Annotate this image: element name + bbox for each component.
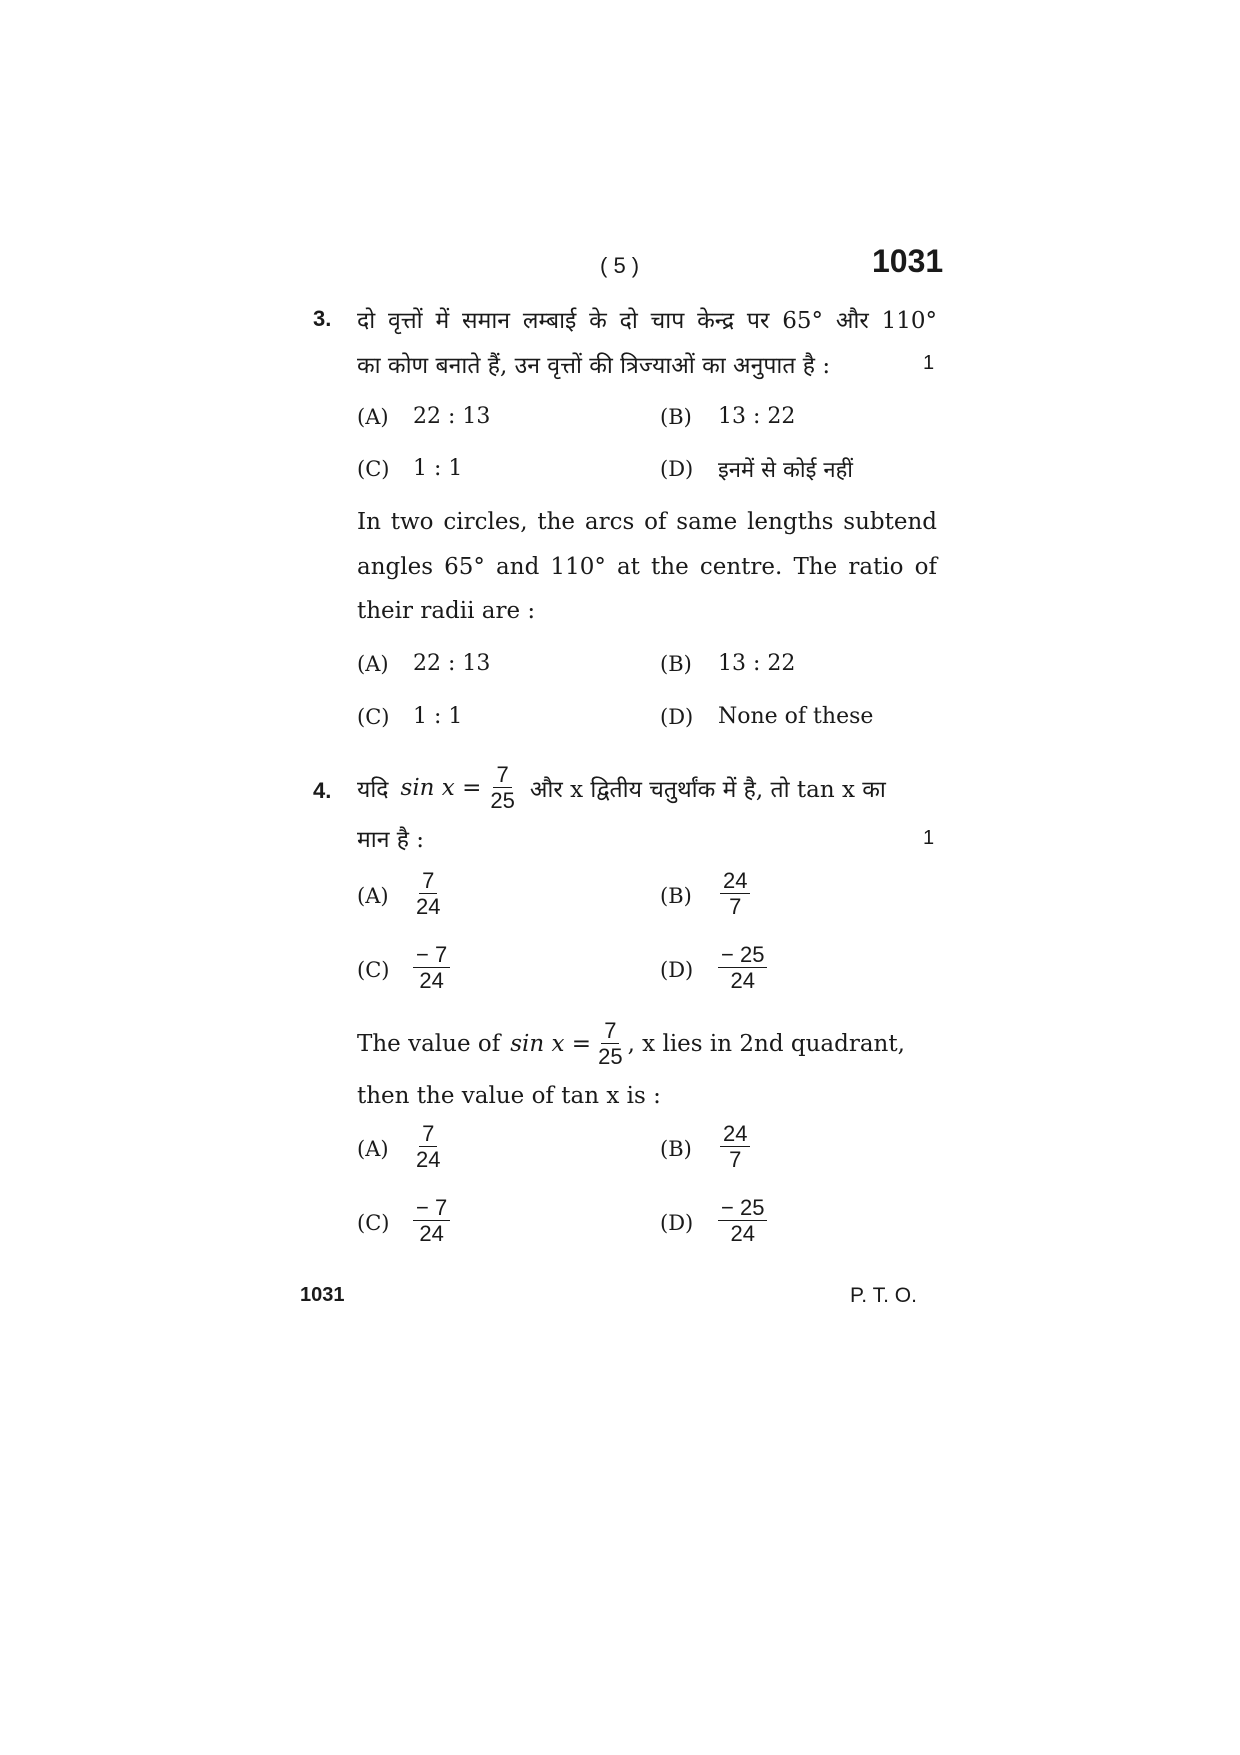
q3-english-option-a-label: (A) [357,652,389,676]
q3-english-option-c: 1 : 1 [413,704,463,729]
q4-english-option-a[interactable] [413,1121,443,1173]
question-3-marks: 1 [923,352,935,374]
q4-hindi-option-d-numerator: − 25 [718,942,767,968]
q4-english-option-a-label: (A) [357,1137,389,1161]
q4-hindi-option-a-label: (A) [357,884,389,908]
question-3-english-line-1: In two circles, the arcs of same lengths subtend [357,509,937,535]
q4-hindi-option-a[interactable] [413,868,443,920]
q3-hindi-option-c-label: (C) [357,457,390,481]
q4-english-option-c-numerator: − 7 [413,1195,450,1221]
q3-hindi-option-b-label: (B) [660,405,692,429]
q4-english-suffix: , x lies in 2nd quadrant, [627,1030,905,1057]
q3-english-option-d-label: (D) [660,705,694,729]
paper-code-footer: 1031 [300,1284,345,1306]
q3-english-option-d: None of these [718,704,874,729]
q4-english-option-d[interactable] [718,1195,767,1247]
q3-hindi-option-a-label: (A) [357,405,389,429]
q3-english-option-a: 22 : 13 [413,651,491,676]
q4-hindi-option-c-numerator: − 7 [413,942,450,968]
q4-english-option-c-denominator: 24 [419,1221,444,1247]
q3-hindi-option-c: 1 : 1 [413,456,463,481]
paper-code-header: 1031 [872,243,944,279]
q4-hindi-option-d-denominator: 24 [730,968,755,994]
q4-hindi-option-a-numerator: 7 [419,868,437,894]
q4-hindi-option-c-denominator: 24 [419,968,444,994]
question-4-number: 4. [313,778,332,803]
question-4-hindi-line-1 [357,762,939,814]
question-3-number: 3. [313,306,332,331]
q4-english-option-c-label: (C) [357,1211,390,1235]
question-4-english-line-1 [357,1018,939,1070]
question-3-english-line-2: angles 65° and 110° at the centre. The ratio of [357,554,937,580]
question-3-hindi-line-1: दो वृत्तों में समान लम्बाई के दो चाप केन्द्र पर 65° और 110° [357,308,937,334]
q4-english-option-a-numerator: 7 [419,1121,437,1147]
q4-sin-expression: sin x = [400,774,482,801]
q3-english-option-c-label: (C) [357,705,390,729]
q4-english-option-b-label: (B) [660,1137,692,1161]
q4-english-option-c[interactable] [413,1195,450,1247]
q4-english-option-b-denominator: 7 [729,1147,742,1173]
q4-english-option-b-numerator: 24 [720,1121,750,1147]
page-number: ( 5 ) [600,253,640,278]
q4-english-option-a-denominator: 24 [416,1147,441,1173]
question-3-english-line-3: their radii are : [357,598,536,624]
question-4-english-line-2: then the value of tan x is : [357,1083,661,1109]
q4-hindi-prefix: यदि [357,776,389,803]
q4-hindi-option-d-label: (D) [660,958,694,982]
q4-hindi-option-c[interactable] [413,942,450,994]
q4-hindi-option-d[interactable] [718,942,767,994]
q4-hindi-option-b-denominator: 7 [729,894,742,920]
q4-english-option-d-label: (D) [660,1211,694,1235]
q4-english-sin-fraction [595,1018,625,1070]
q3-english-option-b-label: (B) [660,652,692,676]
q3-hindi-option-b: 13 : 22 [718,404,796,429]
q4-english-option-d-numerator: − 25 [718,1195,767,1221]
q4-hindi-option-c-label: (C) [357,958,390,982]
q4-english-fraction-denominator: 25 [598,1044,623,1070]
q3-hindi-option-d-label: (D) [660,457,694,481]
q4-sin-fraction-denominator: 25 [490,788,515,814]
q4-english-option-d-denominator: 24 [730,1221,755,1247]
q4-english-sin-expression: sin x = [510,1030,592,1057]
q4-hindi-option-a-denominator: 24 [416,894,441,920]
q3-hindi-option-a: 22 : 13 [413,404,491,429]
please-turn-over: P. T. O. [850,1284,917,1307]
q4-hindi-suffix: और x द्वितीय चतुर्थांक में है, तो tan x का [529,776,886,803]
question-4-hindi-line-2: मान है : [357,827,425,853]
q4-english-prefix: The value of [357,1030,501,1057]
q4-hindi-option-b[interactable] [720,868,750,920]
q4-sin-fraction [487,762,517,814]
q3-hindi-option-d: इनमें से कोई नहीं [718,458,854,483]
q4-english-fraction-numerator: 7 [601,1018,619,1044]
q4-hindi-option-b-numerator: 24 [720,868,750,894]
question-3-hindi-line-2: का कोण बनाते हैं, उन वृत्तों की त्रिज्याओं का अनुपात है : [357,353,831,379]
q4-hindi-option-b-label: (B) [660,884,692,908]
q4-english-option-b[interactable] [720,1121,750,1173]
q4-sin-fraction-numerator: 7 [493,762,511,788]
q3-english-option-b: 13 : 22 [718,651,796,676]
question-4-marks: 1 [923,827,935,849]
